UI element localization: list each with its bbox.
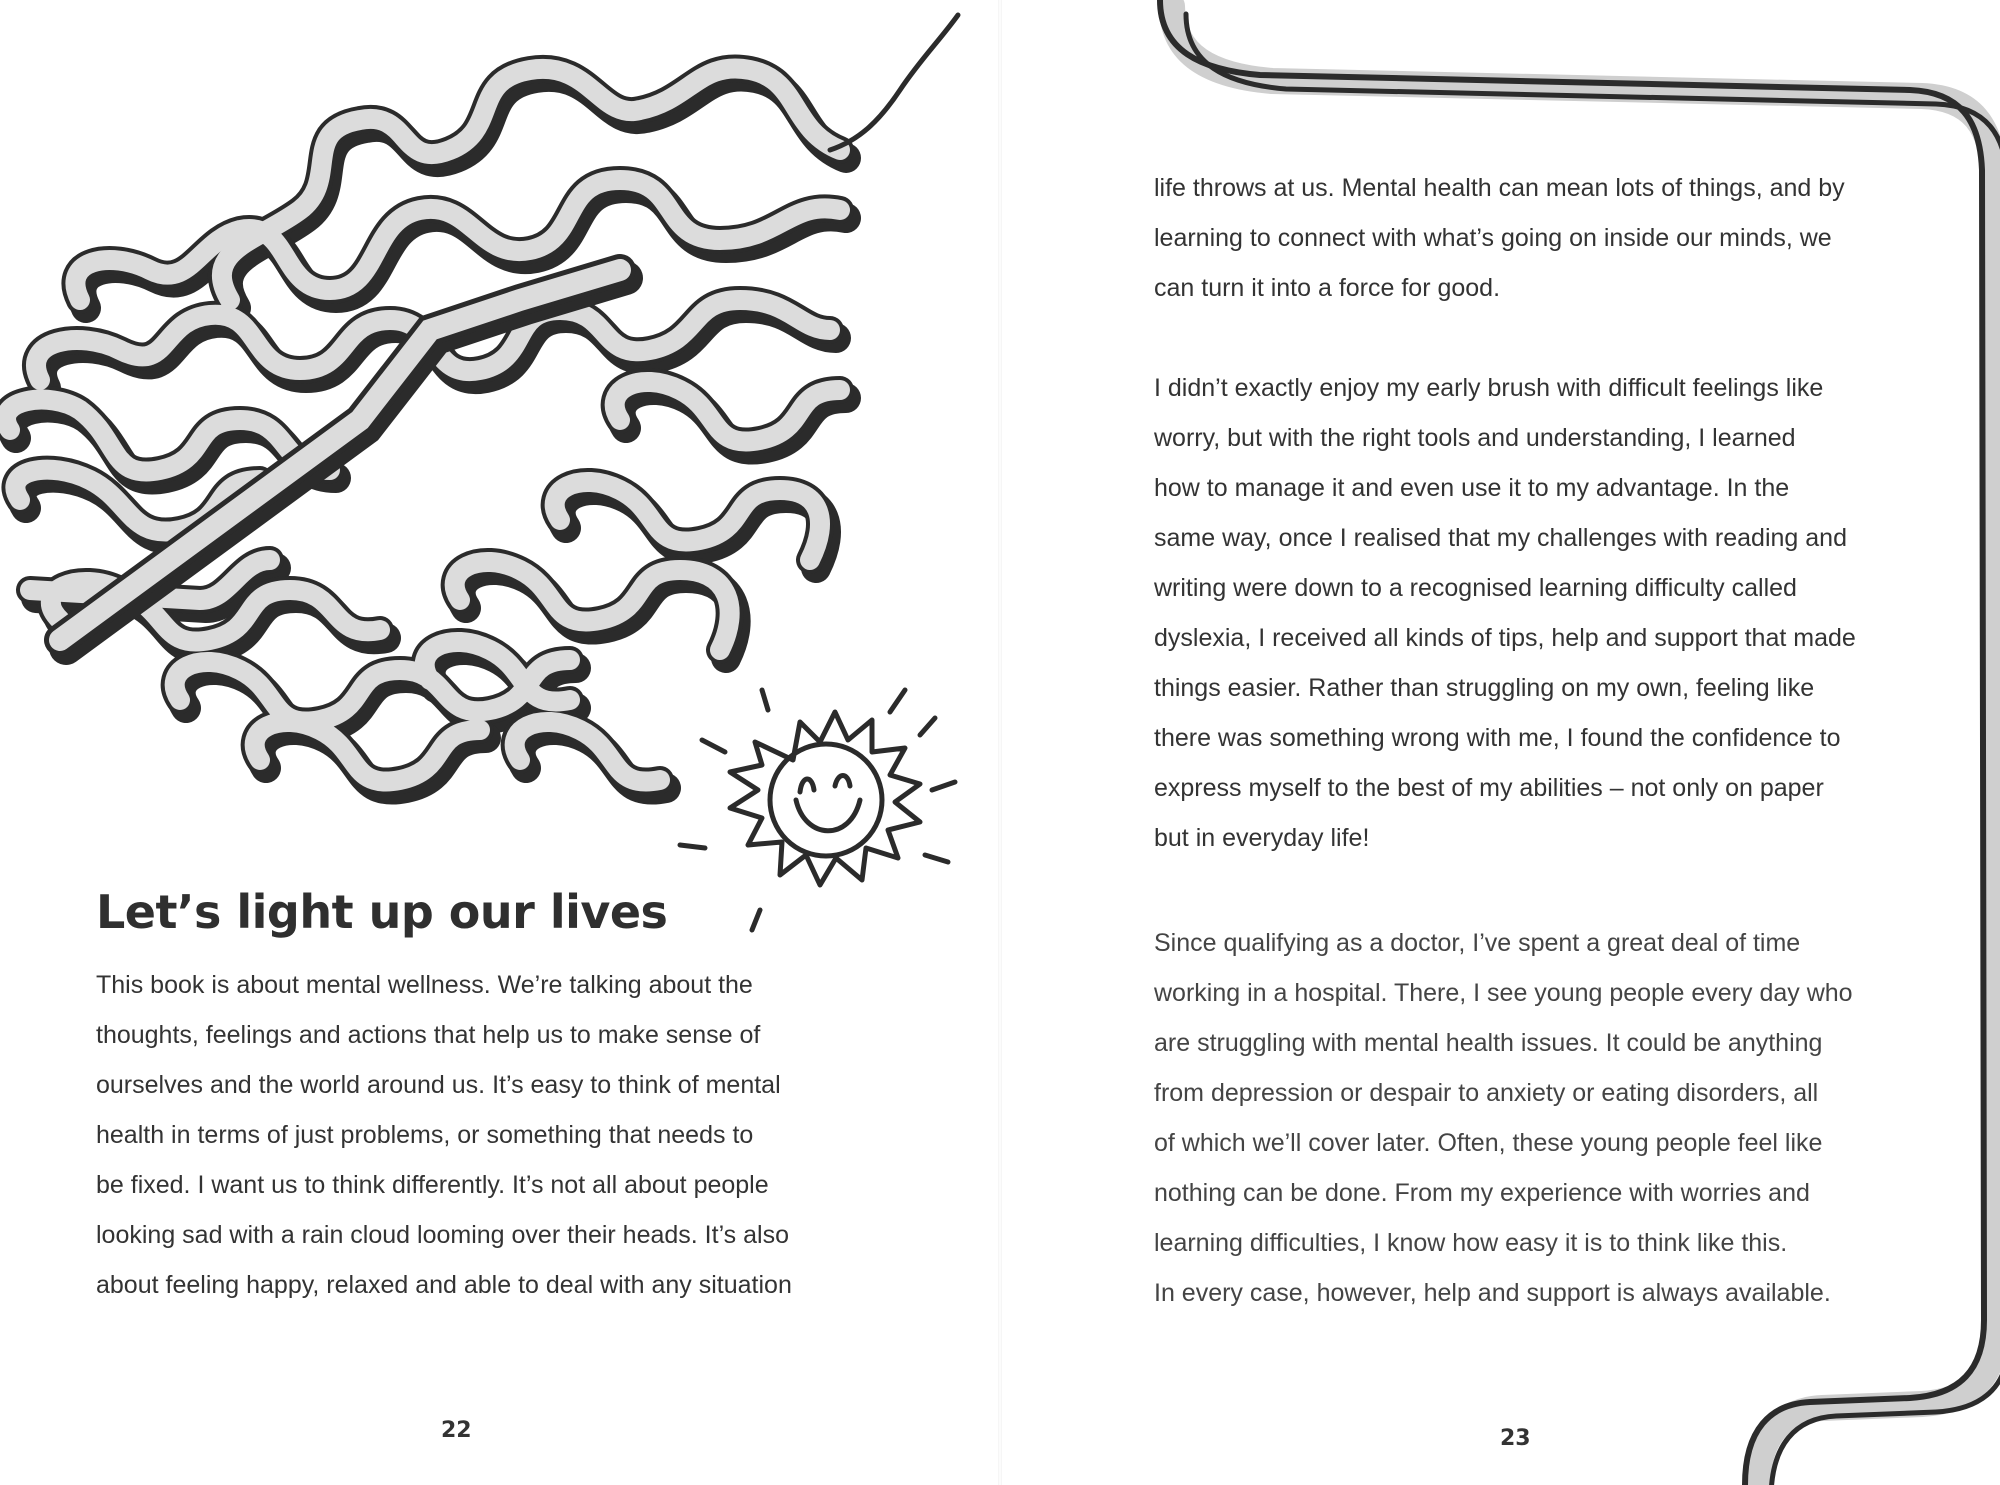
text-line: working in a hospital. There, I see young people every day who: [1154, 979, 1853, 1007]
text-line: health in terms of just problems, or something that needs to: [96, 1121, 754, 1149]
text-line: nothing can be done. From my experience with worries and: [1154, 1179, 1810, 1207]
page-number-left: 22: [441, 1418, 472, 1443]
page-number-right: 23: [1500, 1426, 1531, 1451]
text-line: be fixed. I want us to think differently. It’s not all about people: [96, 1171, 769, 1199]
text-line: looking sad with a rain cloud looming over their heads. It’s also: [96, 1221, 789, 1249]
text-line: how to manage it and even use it to my advantage. In the: [1154, 474, 1790, 502]
smiling-sun-icon: [0, 0, 1000, 1000]
text-line: learning to connect with what’s going on inside our minds, we: [1154, 224, 1832, 252]
text-line: from depression or despair to anxiety or eating disorders, all: [1154, 1079, 1819, 1107]
text-line: In every case, however, help and support is always available.: [1154, 1279, 1831, 1307]
text-line: dyslexia, I received all kinds of tips, help and support that made: [1154, 624, 1856, 652]
text-line: ourselves and the world around us. It’s easy to think of mental: [96, 1071, 781, 1099]
right-paragraph-1: [1154, 163, 1845, 313]
text-line: worry, but with the right tools and understanding, I learned: [1154, 424, 1796, 452]
text-line: of which we’ll cover later. Often, these young people feel like: [1154, 1129, 1823, 1157]
section-heading: Let’s light up our lives: [96, 885, 668, 939]
text-line: life throws at us. Mental health can mean lots of things, and by: [1154, 174, 1845, 202]
text-line: about feeling happy, relaxed and able to deal with any situation: [96, 1271, 792, 1299]
text-line: express myself to the best of my abilities – not only on paper: [1154, 774, 1824, 802]
text-line: Since qualifying as a doctor, I’ve spent a great deal of time: [1154, 929, 1801, 957]
right-paragraph-3: [1154, 918, 1853, 1318]
text-line: same way, once I realised that my challenges with reading and: [1154, 524, 1847, 552]
text-line: things easier. Rather than struggling on my own, feeling like: [1154, 674, 1815, 702]
text-line: learning difficulties, I know how easy it is to think like this.: [1154, 1229, 1788, 1257]
text-line: are struggling with mental health issues. It could be anything: [1154, 1029, 1823, 1057]
left-paragraph: [96, 960, 792, 1310]
text-line: writing were down to a recognised learning difficulty called: [1154, 574, 1797, 602]
text-line: can turn it into a force for good.: [1154, 274, 1501, 302]
text-line: there was something wrong with me, I found the confidence to: [1154, 724, 1841, 752]
right-page: [1000, 0, 2000, 1485]
text-line: thoughts, feelings and actions that help us to make sense of: [96, 1021, 761, 1049]
right-paragraph-2: [1154, 363, 1856, 863]
text-line: I didn’t exactly enjoy my early brush with difficult feelings like: [1154, 374, 1824, 402]
text-line: but in everyday life!: [1154, 824, 1370, 852]
text-line: This book is about mental wellness. We’re talking about the: [96, 971, 753, 999]
